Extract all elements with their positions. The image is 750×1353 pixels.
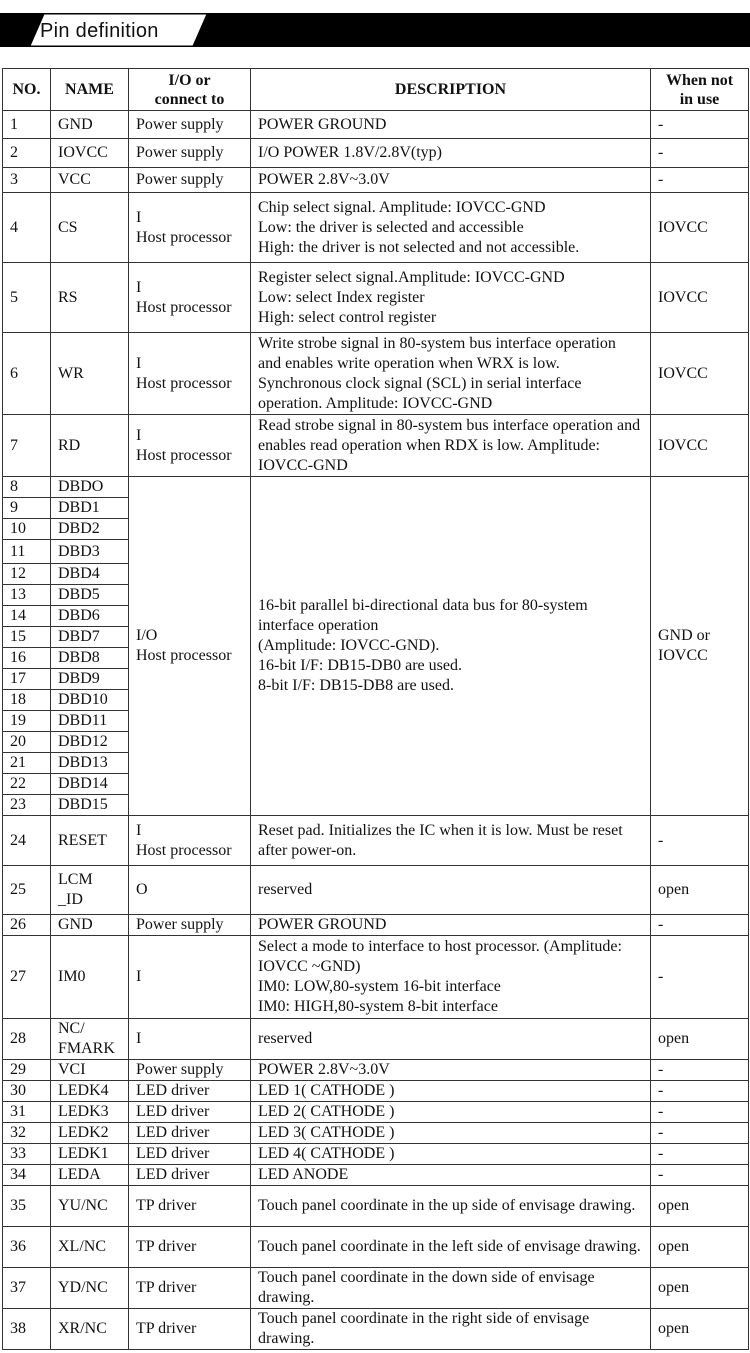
pin-io: Power supply bbox=[129, 111, 251, 139]
pin-number: 27 bbox=[3, 936, 51, 1019]
table-row bbox=[3, 477, 749, 498]
pin-name: GND bbox=[51, 111, 129, 139]
pin-io: LED driver bbox=[129, 1165, 251, 1186]
pin-when-not-in-use: - bbox=[651, 1060, 749, 1081]
pin-number: 18 bbox=[3, 690, 51, 711]
pin-name: DBD5 bbox=[51, 585, 129, 606]
pin-name: IM0 bbox=[51, 936, 129, 1019]
pin-name: VCC bbox=[51, 168, 129, 193]
pin-name: RD bbox=[51, 415, 129, 477]
pin-when-not-in-use: open bbox=[651, 1309, 749, 1350]
col-header-no: NO. bbox=[3, 69, 51, 111]
table-row bbox=[3, 1123, 749, 1144]
pin-number: 4 bbox=[3, 193, 51, 263]
table-row bbox=[3, 1081, 749, 1102]
table-row bbox=[3, 111, 749, 139]
pin-description: POWER 2.8V~3.0V bbox=[251, 168, 651, 193]
pin-io: I bbox=[129, 1019, 251, 1060]
pin-name: DBD6 bbox=[51, 606, 129, 627]
pin-when-not-in-use: - bbox=[651, 1123, 749, 1144]
pin-name: CS bbox=[51, 193, 129, 263]
pin-when-not-in-use: IOVCC bbox=[651, 415, 749, 477]
pin-number: 23 bbox=[3, 795, 51, 816]
pin-description: POWER GROUND bbox=[251, 915, 651, 936]
pin-when-not-in-use: - bbox=[651, 1081, 749, 1102]
table-row bbox=[3, 193, 749, 263]
page-title: Pin definition bbox=[40, 20, 159, 42]
pin-io: LED driver bbox=[129, 1144, 251, 1165]
pin-number: 36 bbox=[3, 1227, 51, 1268]
table-row bbox=[3, 139, 749, 168]
pin-io: I Host processor bbox=[129, 333, 251, 415]
pin-description: LED 2( CATHODE ) bbox=[251, 1102, 651, 1123]
pin-number: 28 bbox=[3, 1019, 51, 1060]
pin-number: 14 bbox=[3, 606, 51, 627]
pin-name: XR/NC bbox=[51, 1309, 129, 1350]
table-row bbox=[3, 1227, 749, 1268]
pin-name: DBD10 bbox=[51, 690, 129, 711]
pin-name: VCI bbox=[51, 1060, 129, 1081]
pin-number: 24 bbox=[3, 816, 51, 866]
pin-when-not-in-use: open bbox=[651, 866, 749, 915]
pin-io: LED driver bbox=[129, 1102, 251, 1123]
pin-io: Power supply bbox=[129, 1060, 251, 1081]
table-row bbox=[3, 1309, 749, 1350]
table-row bbox=[3, 1019, 749, 1060]
pin-name: IOVCC bbox=[51, 139, 129, 168]
pin-description: Reset pad. Initializes the IC when it is low. Must be reset after power-on. bbox=[251, 816, 651, 866]
pin-io: O bbox=[129, 866, 251, 915]
pin-name: DBD15 bbox=[51, 795, 129, 816]
pin-when-not-in-use: IOVCC bbox=[651, 193, 749, 263]
pin-number: 34 bbox=[3, 1165, 51, 1186]
col-header-description: DESCRIPTION bbox=[251, 69, 651, 111]
pin-name: DBD2 bbox=[51, 519, 129, 540]
pin-number: 38 bbox=[3, 1309, 51, 1350]
pin-name: DBD14 bbox=[51, 774, 129, 795]
pin-name: LCM _ID bbox=[51, 866, 129, 915]
pin-number: 31 bbox=[3, 1102, 51, 1123]
pin-when-not-in-use: open bbox=[651, 1227, 749, 1268]
pin-description: Write strobe signal in 80-system bus interface operation and enables write operation when WRX is low. Synchronous clock signal (SCL) in serial interface operation. Amplitude: IOVCC-GND bbox=[251, 333, 651, 415]
pin-io: Power supply bbox=[129, 168, 251, 193]
pin-io: TP driver bbox=[129, 1186, 251, 1227]
pin-number: 5 bbox=[3, 263, 51, 333]
pin-io: I/O Host processor bbox=[129, 477, 251, 816]
pin-number: 33 bbox=[3, 1144, 51, 1165]
pin-when-not-in-use: open bbox=[651, 1019, 749, 1060]
col-header-when-not-in-use: When not in use bbox=[651, 69, 749, 111]
pin-number: 15 bbox=[3, 627, 51, 648]
pin-when-not-in-use: - bbox=[651, 936, 749, 1019]
pin-name: YU/NC bbox=[51, 1186, 129, 1227]
pin-number: 19 bbox=[3, 711, 51, 732]
pin-when-not-in-use: open bbox=[651, 1268, 749, 1309]
pin-number: 32 bbox=[3, 1123, 51, 1144]
pin-description: LED 3( CATHODE ) bbox=[251, 1123, 651, 1144]
pin-name: DBD7 bbox=[51, 627, 129, 648]
pin-io: LED driver bbox=[129, 1081, 251, 1102]
pin-number: 35 bbox=[3, 1186, 51, 1227]
pin-description: Read strobe signal in 80-system bus interface operation and enables read operation when RDX is low. Amplitude: IOVCC-GND bbox=[251, 415, 651, 477]
pin-name: XL/NC bbox=[51, 1227, 129, 1268]
pin-when-not-in-use: - bbox=[651, 111, 749, 139]
pin-description: Touch panel coordinate in the left side of envisage drawing. bbox=[251, 1227, 651, 1268]
pin-when-not-in-use: - bbox=[651, 1165, 749, 1186]
pin-name: NC/ FMARK bbox=[51, 1019, 129, 1060]
pin-number: 20 bbox=[3, 732, 51, 753]
pin-io: TP driver bbox=[129, 1309, 251, 1350]
pin-description: I/O POWER 1.8V/2.8V(typ) bbox=[251, 139, 651, 168]
table-row bbox=[3, 936, 749, 1019]
col-header-io: I/O or connect to bbox=[129, 69, 251, 111]
table-row bbox=[3, 915, 749, 936]
pin-number: 6 bbox=[3, 333, 51, 415]
pin-name: DBDO bbox=[51, 477, 129, 498]
table-row bbox=[3, 1165, 749, 1186]
pin-name: LEDA bbox=[51, 1165, 129, 1186]
pin-io: TP driver bbox=[129, 1268, 251, 1309]
pin-name: LEDK2 bbox=[51, 1123, 129, 1144]
col-header-name: NAME bbox=[51, 69, 129, 111]
pin-number: 7 bbox=[3, 415, 51, 477]
pin-io: TP driver bbox=[129, 1227, 251, 1268]
pin-number: 26 bbox=[3, 915, 51, 936]
pin-description: Chip select signal. Amplitude: IOVCC-GND Low: the driver is selected and accessible High: the driver is not selected and not accessible. bbox=[251, 193, 651, 263]
pin-number: 13 bbox=[3, 585, 51, 606]
pin-name: LEDK1 bbox=[51, 1144, 129, 1165]
table-row bbox=[3, 816, 749, 866]
pin-number: 17 bbox=[3, 669, 51, 690]
pin-number: 9 bbox=[3, 498, 51, 519]
table-row bbox=[3, 1186, 749, 1227]
pin-description: Touch panel coordinate in the up side of envisage drawing. bbox=[251, 1186, 651, 1227]
pin-description: LED ANODE bbox=[251, 1165, 651, 1186]
pin-io: I Host processor bbox=[129, 193, 251, 263]
pin-description: reserved bbox=[251, 866, 651, 915]
pin-number: 25 bbox=[3, 866, 51, 915]
pin-definition-table bbox=[2, 68, 749, 1350]
pin-when-not-in-use: - bbox=[651, 168, 749, 193]
pin-name: DBD3 bbox=[51, 540, 129, 564]
pin-number: 16 bbox=[3, 648, 51, 669]
table-row bbox=[3, 333, 749, 415]
pin-when-not-in-use: - bbox=[651, 816, 749, 866]
pin-when-not-in-use: - bbox=[651, 1102, 749, 1123]
pin-number: 8 bbox=[3, 477, 51, 498]
pin-number: 21 bbox=[3, 753, 51, 774]
pin-io: I Host processor bbox=[129, 816, 251, 866]
pin-name: YD/NC bbox=[51, 1268, 129, 1309]
pin-name: DBD1 bbox=[51, 498, 129, 519]
table-row bbox=[3, 1144, 749, 1165]
pin-name: DBD12 bbox=[51, 732, 129, 753]
pin-when-not-in-use: IOVCC bbox=[651, 263, 749, 333]
pin-number: 12 bbox=[3, 564, 51, 585]
table-row bbox=[3, 1268, 749, 1309]
pin-description: LED 4( CATHODE ) bbox=[251, 1144, 651, 1165]
pin-name: DBD4 bbox=[51, 564, 129, 585]
pin-description: Select a mode to interface to host processor. (Amplitude: IOVCC ~GND) IM0: LOW,80-system 16-bit interface IM0: HIGH,80-system 8-bit interface bbox=[251, 936, 651, 1019]
pin-io: Power supply bbox=[129, 139, 251, 168]
pin-name: LEDK4 bbox=[51, 1081, 129, 1102]
pin-name: DBD9 bbox=[51, 669, 129, 690]
table-row bbox=[3, 866, 749, 915]
pin-name: DBD11 bbox=[51, 711, 129, 732]
pin-name: DBD13 bbox=[51, 753, 129, 774]
pin-description: reserved bbox=[251, 1019, 651, 1060]
pin-name: GND bbox=[51, 915, 129, 936]
table-header-row bbox=[3, 69, 749, 111]
pin-number: 2 bbox=[3, 139, 51, 168]
pin-number: 37 bbox=[3, 1268, 51, 1309]
pin-number: 10 bbox=[3, 519, 51, 540]
pin-description: Touch panel coordinate in the down side of envisage drawing. bbox=[251, 1268, 651, 1309]
pin-description: Touch panel coordinate in the right side of envisage drawing. bbox=[251, 1309, 651, 1350]
pin-number: 30 bbox=[3, 1081, 51, 1102]
table-row bbox=[3, 263, 749, 333]
table-row bbox=[3, 1102, 749, 1123]
pin-io: I bbox=[129, 936, 251, 1019]
pin-name: RS bbox=[51, 263, 129, 333]
pin-name: LEDK3 bbox=[51, 1102, 129, 1123]
pin-description: LED 1( CATHODE ) bbox=[251, 1081, 651, 1102]
pin-when-not-in-use: IOVCC bbox=[651, 333, 749, 415]
pin-description: 16-bit parallel bi-directional data bus for 80-system interface operation (Amplitude: IOVCC-GND). 16-bit I/F: DB15-DB0 are used. 8-bit I/F: DB15-DB8 are used. bbox=[251, 477, 651, 816]
pin-io: LED driver bbox=[129, 1123, 251, 1144]
pin-description: POWER GROUND bbox=[251, 111, 651, 139]
pin-number: 22 bbox=[3, 774, 51, 795]
table-row bbox=[3, 168, 749, 193]
pin-when-not-in-use: GND or IOVCC bbox=[651, 477, 749, 816]
pin-io: I Host processor bbox=[129, 415, 251, 477]
pin-name: WR bbox=[51, 333, 129, 415]
pin-when-not-in-use: - bbox=[651, 1144, 749, 1165]
pin-name: RESET bbox=[51, 816, 129, 866]
pin-io: I Host processor bbox=[129, 263, 251, 333]
pin-number: 11 bbox=[3, 540, 51, 564]
table-row bbox=[3, 415, 749, 477]
pin-when-not-in-use: - bbox=[651, 915, 749, 936]
table-row bbox=[3, 1060, 749, 1081]
pin-number: 29 bbox=[3, 1060, 51, 1081]
pin-number: 3 bbox=[3, 168, 51, 193]
pin-name: DBD8 bbox=[51, 648, 129, 669]
pin-description: Register select signal.Amplitude: IOVCC-GND Low: select Index register High: select control register bbox=[251, 263, 651, 333]
pin-io: Power supply bbox=[129, 915, 251, 936]
pin-description: POWER 2.8V~3.0V bbox=[251, 1060, 651, 1081]
pin-when-not-in-use: open bbox=[651, 1186, 749, 1227]
pin-number: 1 bbox=[3, 111, 51, 139]
pin-when-not-in-use: - bbox=[651, 139, 749, 168]
